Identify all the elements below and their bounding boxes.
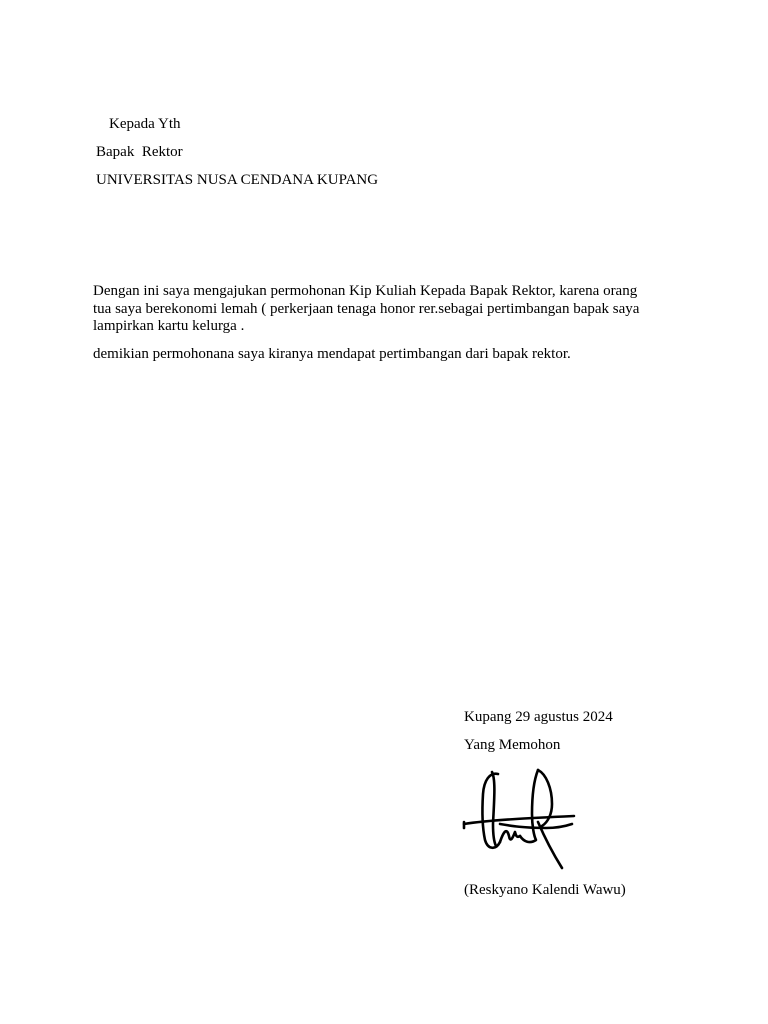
body-paragraph-request — [93, 283, 673, 336]
recipient-greeting: Kepada Yth — [109, 116, 181, 132]
place-date: Kupang 29 agustus 2024 — [464, 709, 613, 725]
body-paragraph-closing: demikian permohonana saya kiranya mendapat pertimbangan dari bapak rektor. — [93, 346, 571, 362]
body-line: lampirkan kartu kelurga . — [93, 318, 245, 334]
signer-name: (Reskyano Kalendi Wawu) — [464, 882, 626, 898]
signature-icon — [460, 766, 580, 874]
body-line: Dengan ini saya mengajukan permohonan Kip Kuliah Kepada Bapak Rektor, karena orang — [93, 283, 638, 299]
body-line: tua saya berekonomi lemah ( perkerjaan tenaga honor rer.sebagai pertimbangan bapak saya — [93, 300, 640, 317]
recipient-title: Bapak Rektor — [96, 144, 183, 160]
recipient-institution: UNIVERSITAS NUSA CENDANA KUPANG — [96, 172, 379, 188]
closing-role: Yang Memohon — [464, 737, 561, 753]
